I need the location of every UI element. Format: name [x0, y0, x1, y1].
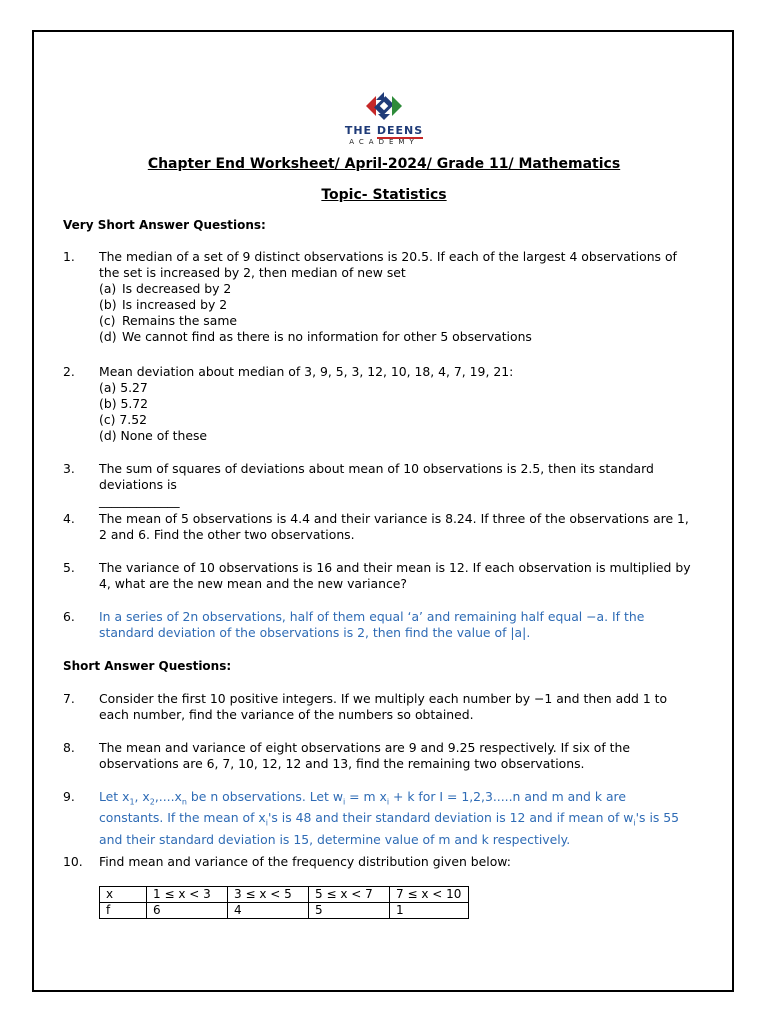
question-number: 3.: [63, 461, 75, 476]
question-2: [63, 364, 693, 444]
question-text: The mean of 5 observations is 4.4 and their variance is 8.24. If three of the observations are 1, 2 and 6. Find the other two observations.: [99, 511, 689, 542]
question-5: [63, 560, 693, 592]
worksheet-title: Chapter End Worksheet/ April-2024/ Grade 11/ Mathematics: [147, 156, 621, 172]
option-c: (c) Remains the same: [99, 313, 238, 328]
question-8: [63, 740, 693, 772]
section-very-short: Very Short Answer Questions:: [63, 218, 266, 232]
question-number: 10.: [63, 854, 83, 869]
table-cell: x: [100, 887, 147, 903]
question-text: In a series of 2n observations, half of them equal ‘a’ and remaining half equal −a. If the standard deviation of the observations is 2, then find the value of |a|.: [99, 609, 645, 640]
table-cell: 7 ≤ x < 10: [390, 887, 469, 903]
logo-name: THE DEENS: [344, 124, 424, 137]
table-cell: 4: [228, 903, 309, 919]
table-row: [100, 903, 469, 919]
question-7: [63, 691, 693, 723]
question-10: [63, 854, 693, 870]
option-d: (d) We cannot find as there is no information for other 5 observations: [99, 329, 532, 344]
question-number: 8.: [63, 740, 75, 755]
school-logo: [340, 88, 428, 150]
option-a: (a) Is decreased by 2: [99, 281, 232, 296]
table-cell: 5: [309, 903, 390, 919]
option-d: (d) None of these: [99, 428, 208, 443]
question-text: The median of a set of 9 distinct observations is 20.5. If each of the largest 4 observations of the set is increased by 2, then median of new set: [99, 249, 677, 280]
option-a: (a) 5.27: [99, 380, 148, 395]
table-cell: f: [100, 903, 147, 919]
topic-title: Topic- Statistics: [321, 187, 447, 203]
table-cell: 3 ≤ x < 5: [228, 887, 309, 903]
option-b: (b) 5.72: [99, 396, 149, 411]
question-number: 9.: [63, 789, 75, 804]
question-number: 5.: [63, 560, 75, 575]
question-text: The sum of squares of deviations about mean of 10 observations is 2.5, then its standard deviations is: [99, 461, 654, 492]
question-4: [63, 511, 693, 543]
section-short: Short Answer Questions:: [63, 659, 232, 673]
question-3: [63, 461, 693, 509]
option-c: (c) 7.52: [99, 412, 148, 427]
table-cell: 6: [147, 903, 228, 919]
question-text: Let $x_1$, $x_2,....x_n$ be n observations. Let $w_i = m$ $x_i + k$ for I = 1,2,3.....n and m and k are constants. If the mean of $x_i's$ is 48 and their standard deviation is 12 and if mean of $w_i's$ is 55 and their standard deviation is 15, determine value of m and k respectively.: [99, 789, 680, 847]
logo-subtitle: ACADEMY: [349, 138, 419, 146]
question-6: [63, 609, 693, 641]
question-text: The mean and variance of eight observations are 9 and 9.25 respectively. If six of the observations are 6, 7, 10, 12, 12 and 13, find the remaining two observations.: [99, 740, 630, 771]
table-cell: 5 ≤ x < 7: [309, 887, 390, 903]
answer-blank: _____________: [99, 493, 180, 508]
option-b: (b) Is increased by 2: [99, 297, 228, 312]
question-number: 2.: [63, 364, 75, 379]
question-1: [63, 249, 693, 345]
question-number: 6.: [63, 609, 75, 624]
question-text: Mean deviation about median of 3, 9, 5, 3, 12, 10, 18, 4, 7, 19, 21:: [99, 364, 514, 379]
question-9: [63, 789, 693, 848]
table-row: [100, 887, 469, 903]
question-number: 1.: [63, 249, 75, 264]
question-text: The variance of 10 observations is 16 and their mean is 12. If each observation is multiplied by 4, what are the new mean and the new variance?: [99, 560, 691, 591]
question-text: Find mean and variance of the frequency distribution given below:: [99, 854, 511, 869]
table-cell: 1: [390, 903, 469, 919]
table-cell: 1 ≤ x < 3: [147, 887, 228, 903]
question-number: 4.: [63, 511, 75, 526]
question-text: Consider the first 10 positive integers. If we multiply each number by −1 and then add 1 to each number, find the variance of the numbers so obtained.: [99, 691, 668, 722]
frequency-table: [99, 886, 469, 919]
logo-emblem-icon: [340, 88, 428, 124]
question-number: 7.: [63, 691, 75, 706]
